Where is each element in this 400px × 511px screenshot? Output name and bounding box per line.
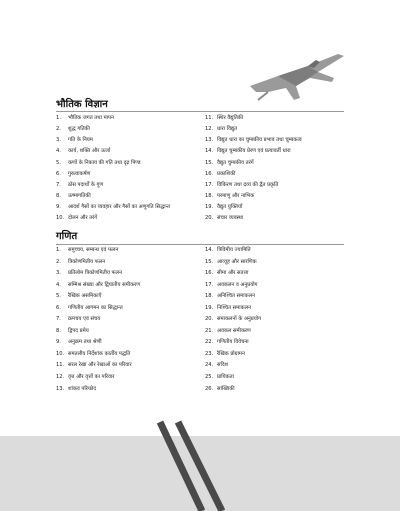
list-item: 16. प्रकाशिकी (205, 170, 236, 177)
list-item: 14. त्रिविमीय ज्यामिति (205, 247, 251, 253)
list-item: 6. गुरुत्वाकर्षण (56, 170, 91, 177)
list-item: 12. धारा विद्युत (205, 126, 238, 133)
list-item: 13. शांकव परिच्छेद (56, 385, 97, 392)
list-item: 23. रैखिक प्रोग्रामन (205, 350, 245, 357)
list-item: 10. समतलीय निर्देशांक कार्तीय पद्धति (56, 350, 131, 357)
list-item: 11. स्थिर वैद्युतिकी (205, 115, 244, 121)
list-item: 18. अनिश्चित समाकलन (205, 293, 255, 300)
list-item: 4. कार्य, शक्ति और ऊर्जा (56, 148, 111, 155)
list-item: 13. विद्युत धारा का चुम्बकीय प्रभाव तथा चुम्बकत्व (205, 137, 302, 144)
list-item: 21. अवकल समीकरण (205, 327, 251, 334)
list-item: 16. सीमा और सतत्ता (205, 270, 249, 277)
list-item: 9. अनुक्रम तथा श्रेणी (56, 339, 102, 346)
list-item: 17. विकिरण तथा द्रव्य की द्वैत प्रकृति (205, 181, 279, 188)
section-title-mathematics: गणित (56, 231, 78, 242)
list-item: 20. संचार व्यवस्था (205, 215, 244, 222)
list-item: 22. गणितीय विवेचना (205, 339, 249, 346)
list-item: 8. ऊष्मागतिकी (56, 192, 91, 199)
list-item: 1. समुच्चय, सम्बन्ध एवं फलन (56, 247, 119, 253)
list-item: 3. गति के नियम (56, 137, 93, 144)
list-item: 17. अवकलन व अनुप्रयोग (205, 281, 258, 288)
list-item: 24. सदिश (205, 362, 229, 369)
list-item: 19. निश्चित समाकलन (205, 304, 252, 311)
list-item: 20. समाकलनों के अनुप्रयोग (205, 316, 262, 323)
list-item: 5. कणों के निकाय की गति तथा दृढ़ पिण्ड (56, 159, 141, 166)
section-title-physics: भौतिक विज्ञान (56, 99, 108, 110)
list-item: 19. वैद्युत युक्तियाँ (205, 204, 243, 211)
list-item: 2. शुद्ध गतिकी (56, 126, 90, 133)
list-item: 8. द्विपद प्रमेय (56, 327, 89, 334)
list-item: 3. प्रतिलोम त्रिकोणमितीय फलन (56, 270, 122, 277)
list-item: 2. त्रिकोणमितीय फलन (56, 258, 106, 265)
list-item: 12. वृत्त और वृत्तों का परिवार (56, 374, 115, 381)
list-item: 10. दोलन और तरंगें (56, 215, 98, 222)
list-item: 5. रैखिक असमिकाएँ (56, 293, 102, 300)
list-item: 25. प्रायिकता (205, 374, 234, 381)
list-item: 15. आव्यूह और सारणिक (205, 258, 257, 265)
list-item: 11. सरल रेखा और रेखाओं का परिवार (56, 362, 132, 369)
list-item: 4. सम्मिश्र संख्या और द्विघातीय समीकरण (56, 281, 140, 288)
list-item: 7. क्रमचय एवं संचय (56, 316, 101, 323)
list-item: 26. सांख्यिकी (205, 385, 235, 392)
list-item: 6. गणितीय आगमन का सिद्धान्त (56, 304, 123, 311)
list-item: 14. विद्युत चुम्बकीय प्रेरण एवं प्रत्यावर्ती धारा (205, 148, 291, 155)
list-item: 9. आदर्श गैसों का व्यवहार और गैसों का अणुगति सिद्धान्त (56, 204, 171, 211)
list-item: 7. ठोस पदार्थों के गुण (56, 181, 104, 188)
list-item: 15. वैद्युत चुम्बकीय तरंगें (205, 159, 254, 166)
list-item: 18. परमाणु और नाभिक (205, 192, 255, 199)
list-item: 1. भौतिक जगत तथा मापन (56, 115, 114, 121)
